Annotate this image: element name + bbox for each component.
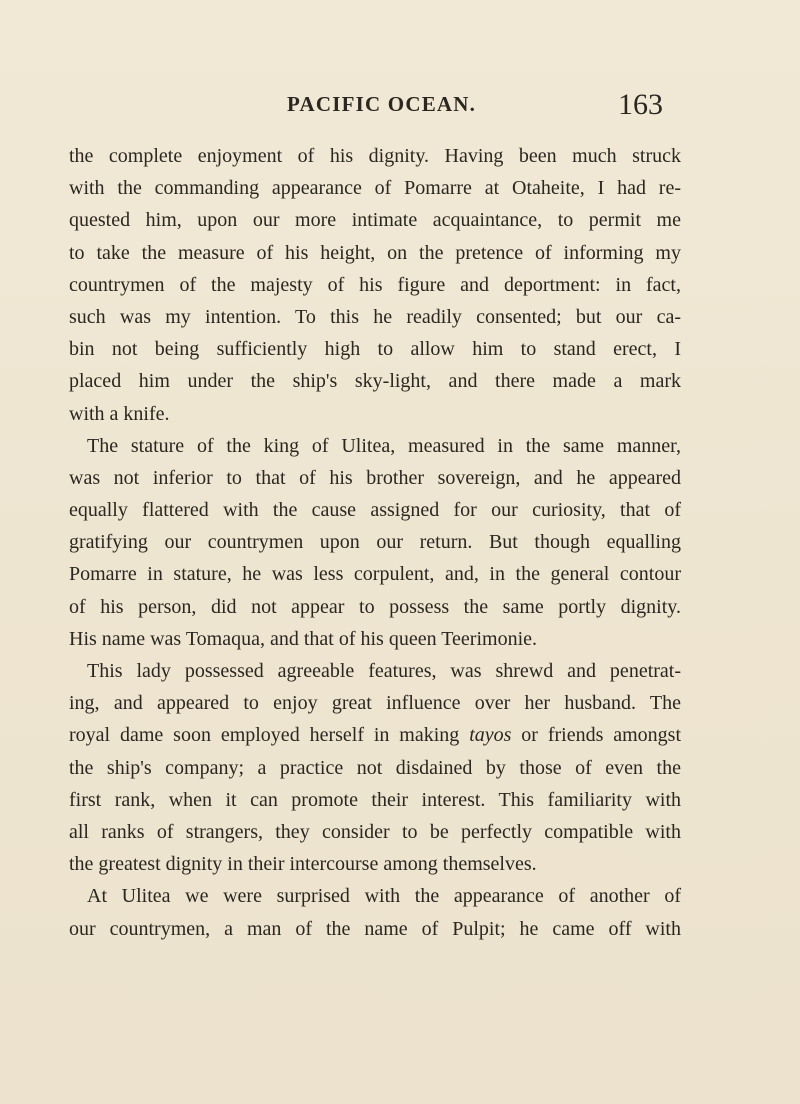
text-line: This lady possessed agreeable features, was shrewd and penetrat- (87, 660, 681, 682)
text-line: countrymen of the majesty of his figure and deportment: in fact, (69, 273, 681, 296)
text-line: first rank, when it can promote their interest. This familiarity with (69, 788, 681, 811)
text-line: such was my intention. To this he readily consented; but our ca- (69, 305, 681, 328)
text-line: quested him, upon our more intimate acquaintance, to permit me (69, 209, 681, 232)
text-line: His name was Tomaqua, and that of his queen Teerimonie. (69, 627, 538, 650)
text-line: with the commanding appearance of Pomarre at Otaheite, I had re- (69, 177, 681, 200)
page-number: 163 (618, 88, 663, 121)
running-head (287, 88, 687, 132)
text-segment: royal dame soon employed herself in making (69, 724, 460, 747)
text-line: of his person, did not appear to possess the same portly dignity. (69, 595, 681, 618)
text-line: with a knife. (69, 402, 170, 425)
text-line: the ship's company; a practice not disdained by those of even the (69, 756, 681, 779)
text-line: the greatest dignity in their intercourse among themselves. (69, 853, 537, 876)
text-line: was not inferior to that of his brother sovereign, and he appeared (69, 466, 681, 489)
text-line: placed him under the ship's sky-light, and there made a mark (69, 370, 681, 393)
text-line: our countrymen, a man of the name of Pulpit; he came off with (69, 917, 681, 940)
text-segment: or friends amongst (521, 724, 682, 747)
italic-term: tayos (469, 724, 512, 747)
text-line: to take the measure of his height, on the pretence of informing my (69, 241, 681, 264)
text-line: equally flattered with the cause assigned for our curiosity, that of (69, 499, 681, 522)
text-line (69, 719, 681, 751)
text-line: ing, and appeared to enjoy great influence over her husband. The (69, 692, 681, 715)
text-line: The stature of the king of Ulitea, measured in the same manner, (87, 434, 681, 457)
body-text (69, 140, 681, 945)
text-line: At Ulitea we were surprised with the appearance of another of (87, 885, 681, 908)
text-line: the complete enjoyment of his dignity. Having been much struck (69, 145, 681, 167)
text-line: gratifying our countrymen upon our return. But though equalling (69, 531, 681, 554)
text-line: all ranks of strangers, they consider to be perfectly compatible with (69, 820, 681, 843)
running-title: PACIFIC OCEAN. (287, 92, 477, 116)
text-line: bin not being sufficiently high to allow him to stand erect, I (69, 338, 681, 361)
text-line: Pomarre in stature, he was less corpulent, and, in the general contour (69, 563, 681, 586)
